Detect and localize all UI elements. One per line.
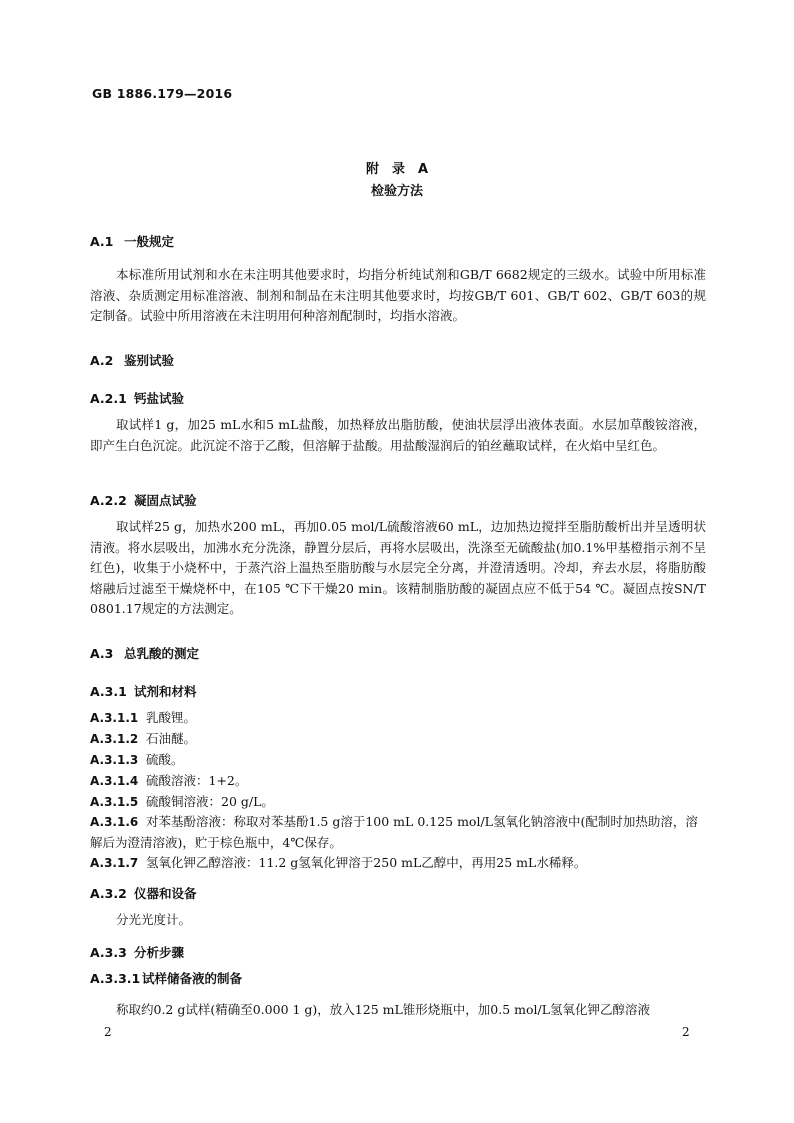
section-a32-heading	[90, 884, 197, 902]
standard-header: GB 1886.179—2016	[92, 86, 233, 101]
list-item	[90, 812, 706, 853]
item-number: A.3.1.6	[90, 815, 139, 829]
item-number: A.3.1.2	[90, 732, 139, 746]
section-number: A.2.1	[90, 391, 127, 406]
item-text: 硫酸铜溶液：20 g/L。	[146, 794, 274, 809]
section-title: 一般规定	[124, 234, 175, 249]
item-text: 乳酸锂。	[146, 710, 197, 725]
section-number: A.3.3.1	[90, 971, 141, 986]
section-a21-heading	[90, 389, 184, 407]
section-a1-paragraph: 本标准所用试剂和水在未注明其他要求时，均指分析纯试剂和GB/T 6682规定的三级水。试验中所用标准溶液、杂质测定用标准溶液、制剂和制品在未注明其他要求时，均按GB/T 601、GB/T 602、GB/T 603的规定制备。试验中所用溶液在未注明用何种溶剂配制时，均指水溶液。	[90, 267, 706, 323]
item-text: 硫酸。	[146, 752, 184, 767]
section-title: 试剂和材料	[134, 684, 197, 699]
section-number: A.3.2	[90, 886, 127, 901]
section-a32-paragraph: 分光光度计。	[116, 912, 192, 927]
section-title: 鉴别试验	[124, 353, 175, 368]
list-item	[90, 771, 706, 792]
section-number: A.1	[90, 234, 114, 249]
section-a2-heading	[90, 351, 174, 369]
section-number: A.3	[90, 646, 114, 661]
section-a1-heading	[90, 232, 174, 250]
item-number: A.3.1.7	[90, 856, 139, 870]
section-a33-heading	[90, 943, 184, 961]
item-number: A.3.1.1	[90, 711, 139, 725]
item-text: 氢氧化钾乙醇溶液：11.2 g氢氧化钾溶于250 mL乙醇中，再用25 mL水稀释。	[146, 855, 587, 870]
section-a31-heading	[90, 682, 197, 700]
page-number-left: 2	[104, 1025, 112, 1039]
section-a22-paragraph: 取试样25 g，加热水200 mL，再加0.05 mol/L硫酸溶液60 mL，边加热边搅拌至脂肪酸析出并呈透明状清液。将水层吸出，加沸水充分洗涤，静置分层后，再将水层吸出，洗涤至无硫酸盐(加0.1%甲基橙指示剂不呈红色)，收集于小烧杯中，于蒸汽浴上温热至脂肪酸与水层完全分离，并澄清透明。冷却，弃去水层，将脂肪酸熔融后过滤至干燥烧杯中，在105 ℃下干燥20 min。该精制脂肪酸的凝固点应不低于54 ℃。凝固点按SN/T 0801.17规定的方法测定。	[90, 519, 706, 616]
section-number: A.3.3	[90, 945, 127, 960]
section-title: 试样储备液的制备	[142, 971, 243, 986]
section-title: 钙盐试验	[134, 391, 185, 406]
item-number: A.3.1.5	[90, 795, 139, 809]
section-a3-heading	[90, 644, 199, 662]
section-title: 分析步骤	[134, 945, 185, 960]
item-text: 石油醚。	[146, 731, 197, 746]
page-number-right: 2	[682, 1025, 690, 1039]
section-number: A.2	[90, 353, 114, 368]
list-item	[90, 792, 706, 813]
section-title: 凝固点试验	[134, 493, 197, 508]
appendix-subtitle: 检验方法	[370, 184, 423, 199]
section-a331-paragraph: 称取约0.2 g试样(精确至0.000 1 g)，放入125 mL锥形烧瓶中，加0.5 mol/L氢氧化钾乙醇溶液	[116, 1002, 651, 1017]
item-text: 对苯基酚溶液：称取对苯基酚1.5 g溶于100 mL 0.125 mol/L氢氧化钠溶液中(配制时加热助溶，溶解后为澄清溶液)，贮于棕色瓶中，4℃保存。	[90, 814, 698, 850]
item-number: A.3.1.4	[90, 774, 139, 788]
list-item	[90, 750, 706, 771]
section-a21-paragraph: 取试样1 g，加25 mL水和5 mL盐酸，加热释放出脂肪酸，使油状层浮出液体表面。水层加草酸铵溶液，即产生白色沉淀。此沉淀不溶于乙酸，但溶解于盐酸。用盐酸湿润后的铂丝蘸取试样，在火焰中呈红色。	[90, 417, 706, 453]
section-a22-heading	[90, 491, 197, 509]
section-a331-heading	[90, 969, 242, 987]
list-item	[90, 708, 706, 729]
list-item	[90, 853, 706, 874]
appendix-title: 附 录 A	[365, 162, 429, 177]
item-text: 硫酸溶液：1+2。	[146, 773, 248, 788]
section-title: 仪器和设备	[134, 886, 197, 901]
section-title: 总乳酸的测定	[124, 646, 200, 661]
section-number: A.3.1	[90, 684, 127, 699]
section-number: A.2.2	[90, 493, 127, 508]
item-number: A.3.1.3	[90, 753, 139, 767]
list-item	[90, 729, 706, 750]
